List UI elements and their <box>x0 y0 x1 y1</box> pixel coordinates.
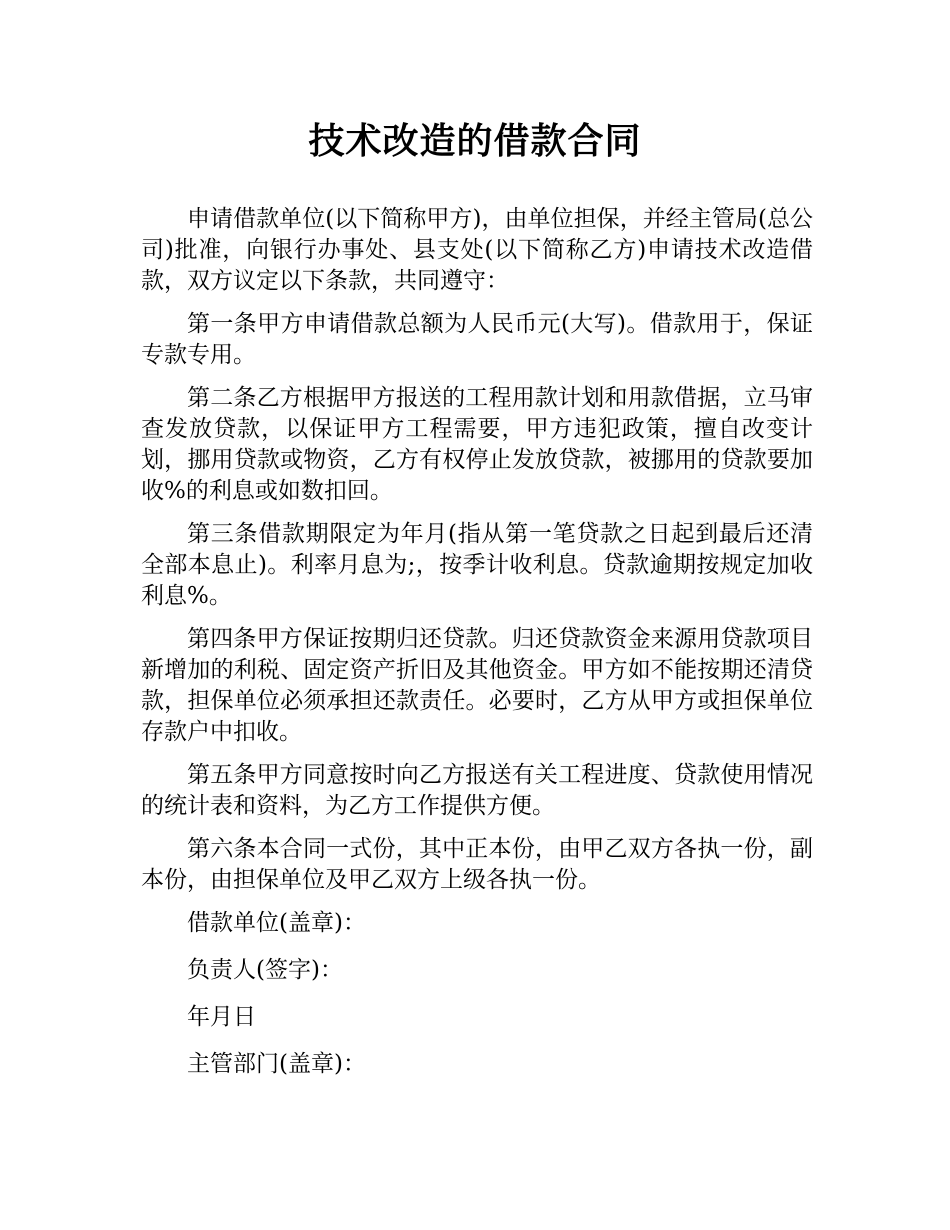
document-title: 技术改造的借款合同 <box>308 121 642 162</box>
signature-responsible-person: 负责人(签字)： <box>187 957 343 983</box>
paragraph-article-5: 第五条甲方同意按时向乙方报送有关工程进度、贷款使用情况的统计表和资料，为乙方工作提供方便。 <box>141 762 813 819</box>
paragraph-article-2: 第二条乙方根据甲方报送的工程用款计划和用款借据，立马审查发放贷款，以保证甲方工程需要，甲方违犯政策，擅自改变计划，挪用贷款或物资，乙方有权停止发放贷款，被挪用的贷款要加收%的利息或如数扣回。 <box>141 385 813 504</box>
paragraph-intro: 申请借款单位(以下简称甲方)，由单位担保，并经主管局(总公司)批准，向银行办事处、县支处(以下简称乙方)申请技术改造借款，双方议定以下条款，共同遵守： <box>141 206 813 294</box>
paragraph-article-6: 第六条本合同一式份，其中正本份，由甲乙双方各执一份，副本份，由担保单位及甲乙双方上级各执一份。 <box>141 836 813 893</box>
signature-authority-seal: 主管部门(盖章)： <box>187 1051 366 1077</box>
paragraph-article-4: 第四条甲方保证按期归还贷款。归还贷款资金来源用贷款项目新增加的利税、固定资产折旧及其他资金。甲方如不能按期还清贷款，担保单位必须承担还款责任。必要时，乙方从甲方或担保单位存款户中扣收。 <box>141 626 813 745</box>
paragraph-article-3: 第三条借款期限定为年月(指从第一笔贷款之日起到最后还清全部本息止)。利率月息为;，按季计收利息。贷款逾期按规定加收利息%。 <box>141 521 813 609</box>
paragraph-article-1: 第一条甲方申请借款总额为人民币元(大写)。借款用于，保证专款专用。 <box>141 311 813 368</box>
document-body <box>141 204 813 1096</box>
signature-date: 年月日 <box>187 1004 256 1030</box>
signature-borrower-seal: 借款单位(盖章)： <box>187 910 366 936</box>
